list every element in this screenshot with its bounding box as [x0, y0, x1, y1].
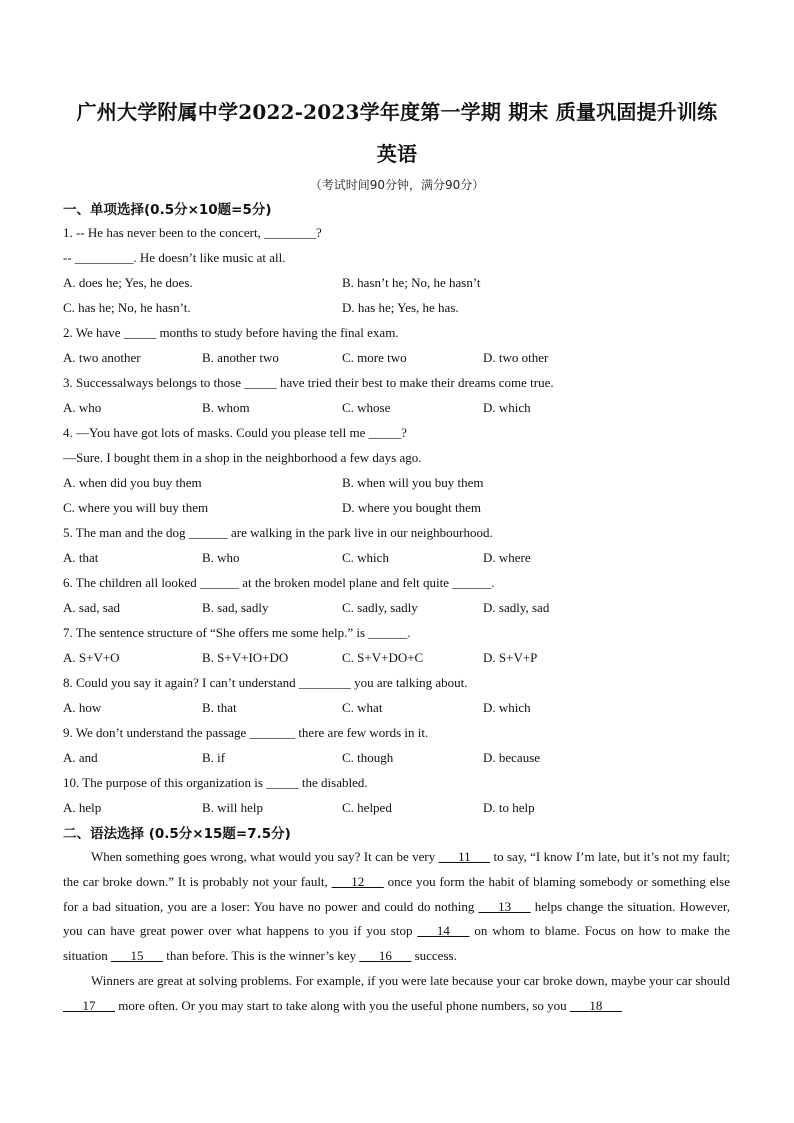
- question-10-option-d: D. to help: [483, 800, 535, 815]
- question-2-option-b: B. another two: [202, 350, 279, 365]
- question-8-option-c: C. what: [342, 700, 383, 715]
- question-5-option-b: B. who: [202, 550, 240, 565]
- question-6-stem: 6. The children all looked ______ at the broken model plane and felt quite ______.: [63, 575, 495, 590]
- question-9-option-b: B. if: [202, 750, 226, 765]
- question-10-stem: 10. The purpose of this organization is _____ the disabled.: [63, 775, 368, 790]
- question-5-stem: 5. The man and the dog ______ are walking in the park live in our neighbourhood.: [63, 525, 493, 540]
- blank-15: ___15___: [111, 948, 164, 964]
- question-4-option-d: D. where you bought them: [342, 500, 482, 515]
- blank-14: ___14___: [417, 923, 470, 939]
- question-7-option-c: C. S+V+DO+C: [342, 650, 424, 665]
- passage-text: When something goes wrong, what would you say? It can be very: [91, 849, 439, 864]
- question-7-option-b: B. S+V+IO+DO: [202, 650, 289, 665]
- question-1-stem: 1. -- He has never been to the concert, ________?: [63, 225, 322, 240]
- passage-text: to say, “I know I’m late, but it’s not my fault; the car broke down.” It is probably not your fault,: [63, 849, 730, 889]
- question-6-option-d: D. sadly, sad: [483, 600, 550, 615]
- question-3-stem: 3. Successalways belongs to those _____ have tried their best to make their dreams come true.: [63, 375, 554, 390]
- question-8-option-a: A. how: [63, 700, 102, 715]
- question-5-option-c: C. which: [342, 550, 389, 565]
- question-1-option-a: A. does he; Yes, he does.: [63, 275, 193, 290]
- section-heading-2: 二、语法选择 (0.5分×15题=7.5分): [63, 826, 291, 842]
- passage-paragraph-1: [63, 845, 730, 969]
- question-3-option-b: B. whom: [202, 400, 250, 415]
- question-4-stem: 4. —You have got lots of masks. Could you please tell me _____?: [63, 425, 407, 440]
- question-8-stem: 8. Could you say it again? I can’t understand ________ you are talking about.: [63, 675, 468, 690]
- passage-text: success.: [411, 948, 457, 964]
- blank-13: ___13___: [478, 898, 531, 914]
- question-9-option-d: D. because: [483, 750, 541, 765]
- question-4-option-a: A. when did you buy them: [63, 475, 202, 490]
- question-1-option-d: D. has he; Yes, he has.: [342, 300, 459, 315]
- subject-title: 英语: [376, 142, 418, 166]
- question-5-option-d: D. where: [483, 550, 531, 565]
- question-8-option-d: D. which: [483, 700, 531, 715]
- passage-text: on whom to blame. Focus on how to make the situation: [63, 923, 731, 964]
- question-3-option-a: A. who: [63, 400, 102, 415]
- grammar-passage: [63, 845, 730, 1019]
- question-7-option-a: A. S+V+O: [63, 650, 120, 665]
- question-10-option-b: B. will help: [202, 800, 264, 815]
- section-heading-1: 一、单项选择(0.5分×10题=5分): [63, 202, 272, 218]
- question-3-option-d: D. which: [483, 400, 531, 415]
- question-9-stem: 9. We don’t understand the passage _______ there are few words in it.: [63, 725, 429, 740]
- passage-text: helps change the situation. However, you can have great power over what happens to you if you stop: [63, 898, 730, 939]
- blank-17: ___17___: [63, 997, 115, 1013]
- question-4-option-b: B. when will you buy them: [342, 475, 484, 490]
- question-9-option-a: A. and: [63, 750, 98, 765]
- question-2-option-a: A. two another: [63, 350, 141, 365]
- question-3-option-c: C. whose: [342, 400, 391, 415]
- blank-12: ___12___: [331, 873, 384, 889]
- question-6-option-a: A. sad, sad: [63, 600, 121, 615]
- question-1-stem-reply: -- _________. He doesn’t like music at all.: [63, 250, 286, 265]
- blank-11: ___11___: [438, 849, 491, 864]
- question-8-option-b: B. that: [202, 700, 237, 715]
- question-7-stem: 7. The sentence structure of “She offers me some help.” is ______.: [63, 625, 411, 640]
- question-10-option-a: A. help: [63, 800, 102, 815]
- question-6-option-b: B. sad, sadly: [202, 600, 269, 615]
- passage-text: once you form the habit of blaming somebody or something else for a bad situation, you are a loser: You have no power and could do nothing: [63, 873, 730, 914]
- blank-16: ___16___: [359, 948, 412, 964]
- question-1-option-b: B. hasn’t he; No, he hasn’t: [342, 275, 481, 290]
- question-2-stem: 2. We have _____ months to study before having the final exam.: [63, 325, 399, 340]
- passage-text: than before. This is the winner’s key: [163, 948, 360, 964]
- question-6-option-c: C. sadly, sadly: [342, 600, 418, 615]
- question-1-option-c: C. has he; No, he hasn’t.: [63, 300, 191, 315]
- question-9-option-c: C. though: [342, 750, 394, 765]
- question-7-option-d: D. S+V+P: [483, 650, 538, 665]
- question-5-option-a: A. that: [63, 550, 99, 565]
- blank-18: ___18___: [569, 997, 622, 1013]
- question-2-option-d: D. two other: [483, 350, 549, 365]
- passage-text: more often. Or you may start to take along with you the useful phone numbers, so you: [115, 997, 570, 1013]
- passage-text: Winners are great at solving problems. For example, if you were late because your car broke down, maybe your car should: [91, 972, 730, 988]
- passage-paragraph-2: [63, 969, 730, 1019]
- exam-subtitle: （考试时间90分钟，满分90分）: [309, 178, 485, 192]
- question-2-option-c: C. more two: [342, 350, 407, 365]
- exam-title: 广州大学附属中学2022-2023学年度第一学期 期末 质量巩固提升训练: [76, 100, 718, 124]
- question-10-option-c: C. helped: [342, 800, 392, 815]
- question-4-stem-reply: —Sure. I bought them in a shop in the neighborhood a few days ago.: [63, 450, 422, 465]
- question-4-option-c: C. where you will buy them: [63, 500, 209, 515]
